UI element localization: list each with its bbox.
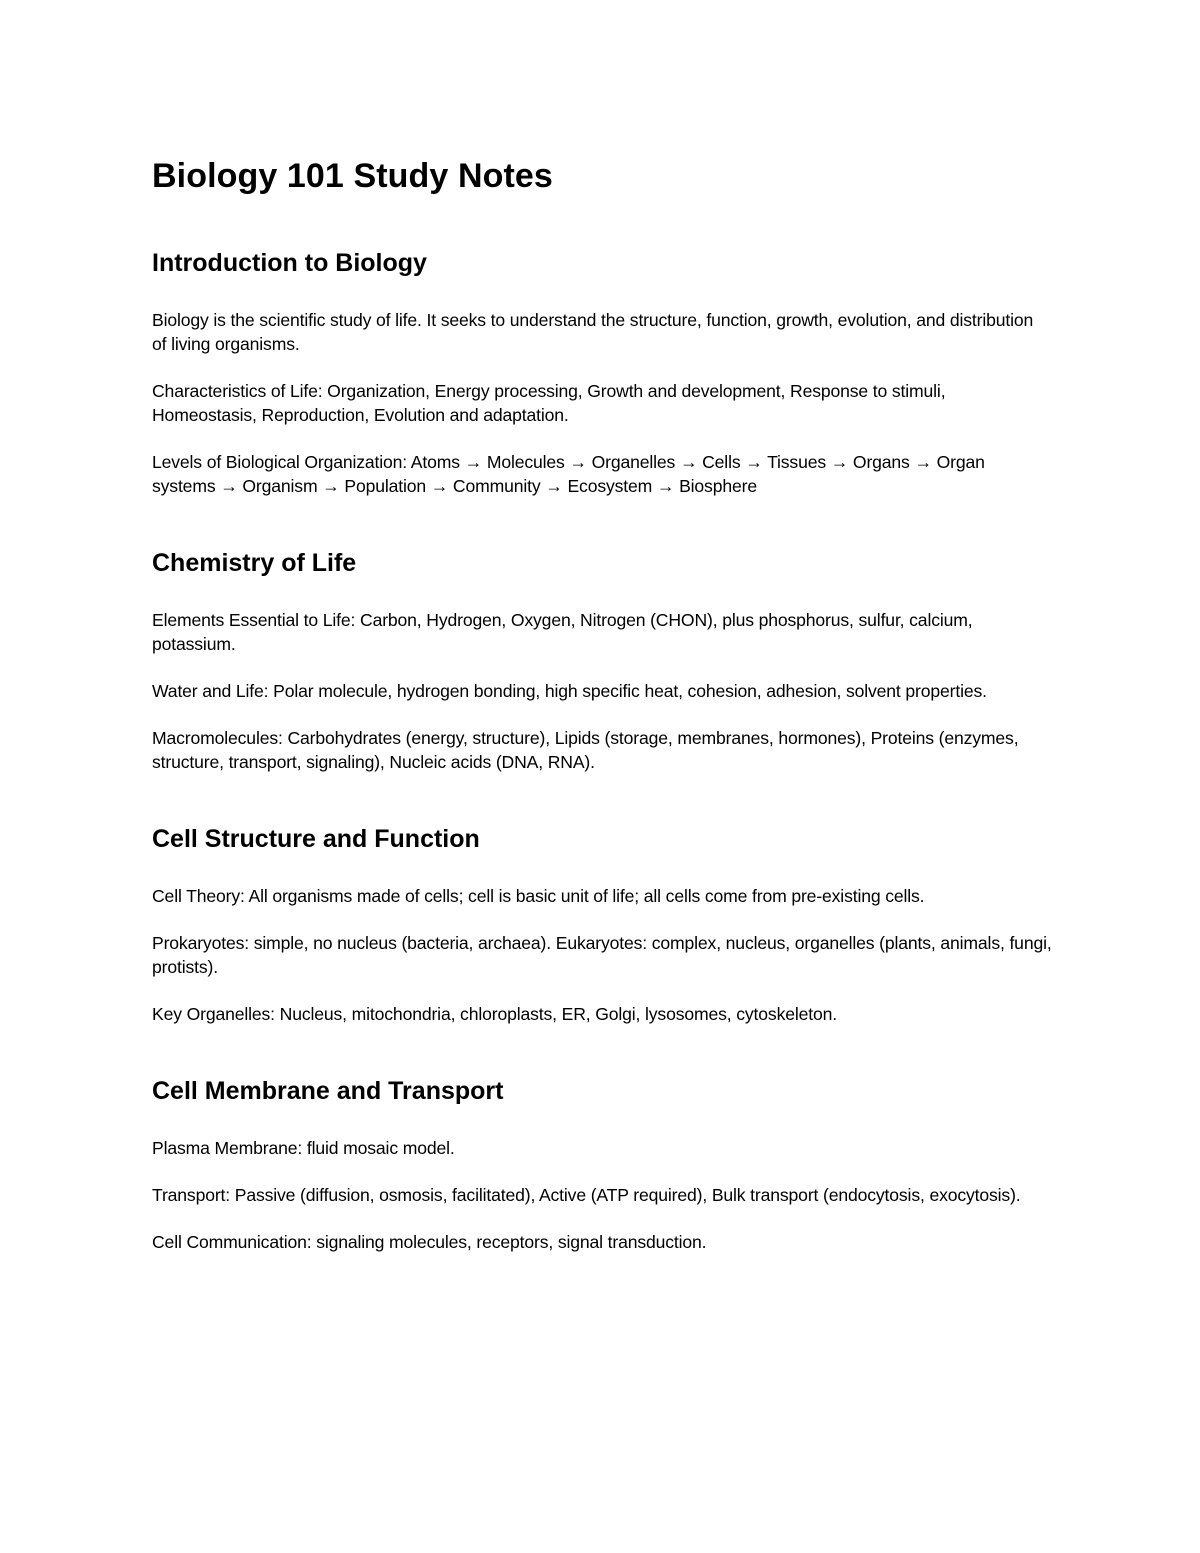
paragraph: Biology is the scientific study of life. It seeks to understand the structure, function, growth, evolution, and distribution of living organisms. [152, 310, 1034, 354]
paragraph: Cell Theory: All organisms made of cells; cell is basic unit of life; all cells come from pre-existing cells. [152, 886, 925, 906]
section-heading: Cell Membrane and Transport [152, 1077, 504, 1105]
document-page [152, 152, 1052, 1254]
paragraph: Plasma Membrane: fluid mosaic model. [152, 1138, 455, 1158]
paragraph: Macromolecules: Carbohydrates (energy, structure), Lipids (storage, membranes, hormones), Proteins (enzymes, structure, transport, signaling), Nucleic acids (DNA, RNA). [152, 728, 1019, 772]
section-cell-structure [152, 822, 1052, 1026]
section-heading: Introduction to Biology [152, 249, 427, 277]
section-chemistry [152, 546, 1052, 774]
paragraph: Levels of Biological Organization: Atoms → Molecules → Organelles → Cells → Tissues → Organs → Organ systems → Organism → Population → Community → Ecosystem → Biosphere [152, 452, 985, 496]
paragraph: Transport: Passive (diffusion, osmosis, facilitated), Active (ATP required), Bulk transport (endocytosis, exocytosis). [152, 1185, 1021, 1205]
section-heading: Cell Structure and Function [152, 825, 480, 853]
section-cell-membrane [152, 1074, 1052, 1254]
section-introduction [152, 246, 1052, 498]
page-title: Biology 101 Study Notes [152, 157, 553, 195]
paragraph: Cell Communication: signaling molecules, receptors, signal transduction. [152, 1232, 707, 1252]
paragraph: Water and Life: Polar molecule, hydrogen bonding, high specific heat, cohesion, adhesion, solvent properties. [152, 681, 987, 701]
paragraph: Key Organelles: Nucleus, mitochondria, chloroplasts, ER, Golgi, lysosomes, cytoskeleton. [152, 1004, 837, 1024]
section-heading: Chemistry of Life [152, 549, 357, 577]
paragraph: Characteristics of Life: Organization, Energy processing, Growth and development, Response to stimuli, Homeostasis, Reproduction, Evolution and adaptation. [152, 381, 946, 425]
paragraph: Elements Essential to Life: Carbon, Hydrogen, Oxygen, Nitrogen (CHON), plus phosphorus, sulfur, calcium, potassium. [152, 610, 973, 654]
paragraph: Prokaryotes: simple, no nucleus (bacteria, archaea). Eukaryotes: complex, nucleus, organelles (plants, animals, fungi, protists). [152, 933, 1052, 977]
